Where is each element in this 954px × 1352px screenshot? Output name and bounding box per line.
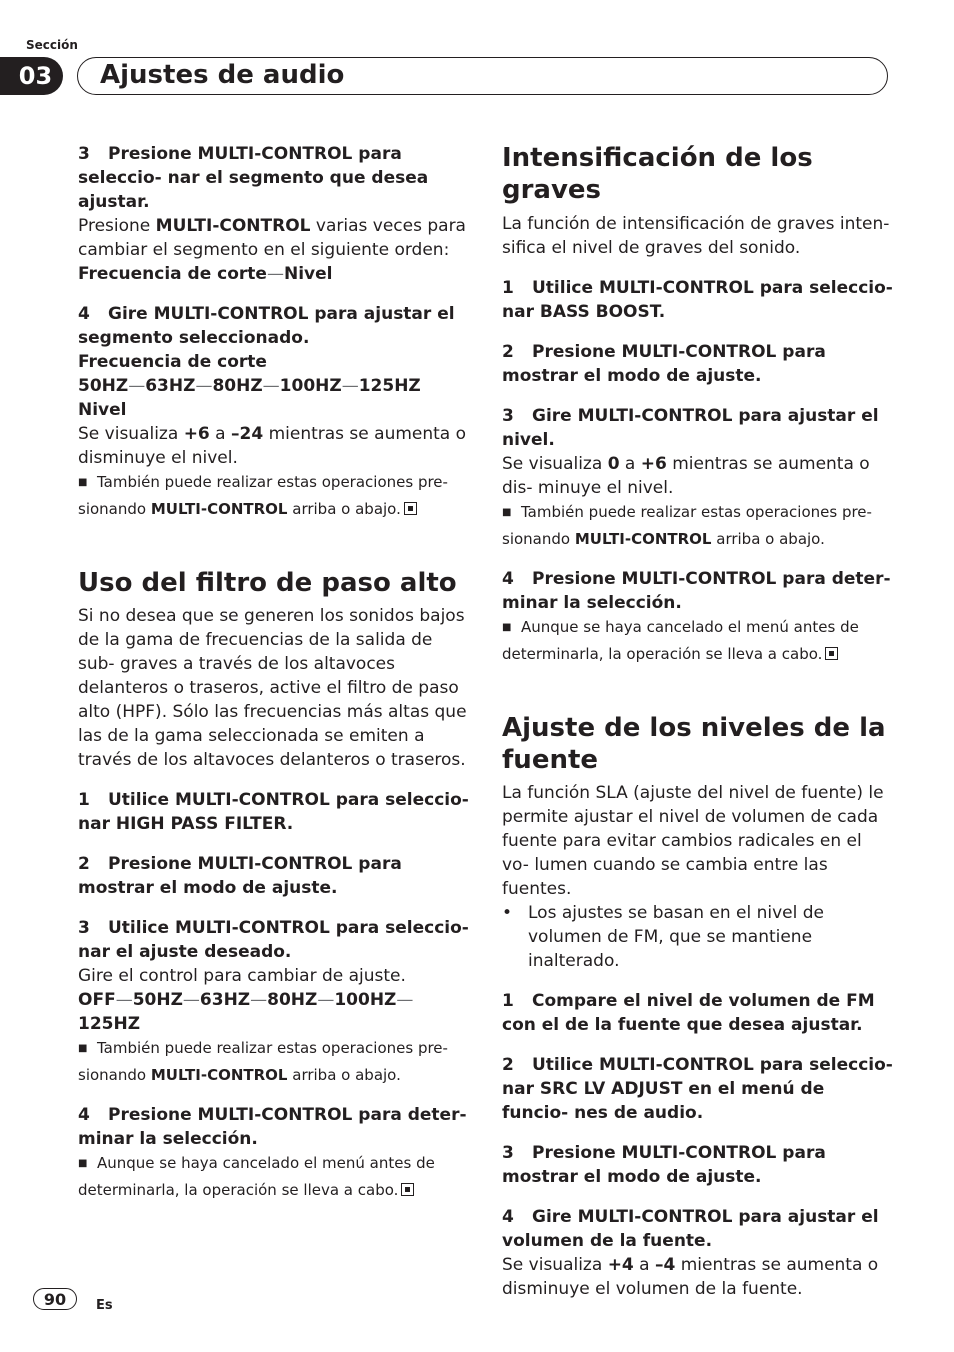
step-heading: 2 Presione MULTI-CONTROL para mostrar el modo de ajuste.: [502, 342, 826, 386]
note-square-icon: ■: [78, 477, 88, 488]
step-heading: 3 Presione MULTI-CONTROL para seleccio- nar el segmento que desea ajustar.: [78, 144, 429, 212]
section-heading: Intensificación de los graves: [502, 143, 813, 205]
note: ■ Aunque se haya cancelado el menú antes de determinarla, la operación se lleva a cabo.: [502, 618, 859, 663]
language-code: Es: [96, 1298, 113, 1313]
note: ■ Aunque se haya cancelado el menú antes de determinarla, la operación se lleva a cabo.: [78, 1154, 435, 1199]
left-column: [78, 142, 470, 1202]
sequence: Frecuencia de corte—Nivel: [78, 264, 333, 284]
subheading: Nivel: [78, 400, 127, 420]
note-square-icon: ■: [78, 1043, 88, 1054]
note-square-icon: ■: [502, 622, 512, 633]
step-heading: 3 Presione MULTI-CONTROL para mostrar el modo de ajuste.: [502, 1143, 826, 1187]
paragraph: Se visualiza +4 a –4 mientras se aumenta o disminuye el volumen de la fuente.: [502, 1255, 879, 1299]
step-heading: 2 Presione MULTI-CONTROL para mostrar el modo de ajuste.: [78, 854, 402, 898]
paragraph: La función de intensificación de graves inten- sifica el nivel de graves del sonido.: [502, 214, 890, 258]
note: ■ También puede realizar estas operaciones pre- sionando MULTI-CONTROL arriba o abajo.: [502, 503, 872, 548]
note-square-icon: ■: [78, 1158, 88, 1169]
paragraph: Se visualiza +6 a –24 mientras se aumenta o disminuye el nivel.: [78, 424, 467, 468]
note-square-icon: ■: [502, 507, 512, 518]
step-heading: 4 Gire MULTI-CONTROL para ajustar el volumen de la fuente.: [502, 1207, 879, 1251]
paragraph: Presione MULTI-CONTROL varias veces para cambiar el segmento en el siguiente orden:: [78, 216, 466, 260]
bullet-dot-icon: •: [502, 903, 513, 923]
end-mark-icon: [404, 502, 417, 515]
end-mark-icon: [401, 1183, 414, 1196]
right-column: [502, 142, 894, 1301]
paragraph: Gire el control para cambiar de ajuste.: [78, 966, 406, 986]
section-heading: Ajuste de los niveles de la fuente: [502, 713, 886, 775]
bullet-item: • Los ajustes se basan en el nivel de volumen de FM, que se mantiene inalterado.: [502, 903, 824, 971]
setting-sequence: OFF—50HZ—63HZ—80HZ—100HZ—125HZ: [78, 990, 414, 1034]
chapter-title: Ajustes de audio: [100, 60, 345, 90]
step-heading: 1 Utilice MULTI-CONTROL para seleccio- nar HIGH PASS FILTER.: [78, 790, 469, 834]
step-heading: 1 Compare el nivel de volumen de FM con el de la fuente que desea ajustar.: [502, 991, 875, 1035]
section-label: Sección: [26, 38, 78, 52]
paragraph: Se visualiza 0 a +6 mientras se aumenta o dis- minuye el nivel.: [502, 454, 870, 498]
note: ■ También puede realizar estas operaciones pre- sionando MULTI-CONTROL arriba o abajo.: [78, 1039, 448, 1084]
step-heading: 2 Utilice MULTI-CONTROL para seleccio- nar SRC LV ADJUST en el menú de funcio- nes de audio.: [502, 1055, 893, 1123]
step-heading: 3 Gire MULTI-CONTROL para ajustar el nivel.: [502, 406, 879, 450]
frequency-sequence: 50HZ—63HZ—80HZ—100HZ—125HZ: [78, 376, 421, 396]
step-heading: 3 Utilice MULTI-CONTROL para seleccio- nar el ajuste deseado.: [78, 918, 469, 962]
step-heading: 1 Utilice MULTI-CONTROL para seleccio- nar BASS BOOST.: [502, 278, 893, 322]
chapter-title-bar: [77, 57, 888, 95]
step-heading: 4 Presione MULTI-CONTROL para deter- minar la selección.: [78, 1105, 467, 1149]
paragraph: La función SLA (ajuste del nivel de fuente) le permite ajustar el nivel de volumen de cada fuente para evitar cambios radicales en el vo- lumen cuando se cambia entre las fuentes.: [502, 783, 884, 899]
paragraph: Si no desea que se generen los sonidos bajos de la gama de frecuencias de la salida de sub- graves a través de los altavoces delanteros o traseros, active el filtro de paso alto (HPF). Sólo las frecuencias más altas que las de la gama seleccionada se emiten a través de los altavoces delanteros o traseros.: [78, 606, 467, 770]
note: ■ También puede realizar estas operaciones pre- sionando MULTI-CONTROL arriba o abajo.: [78, 473, 448, 518]
subheading: Frecuencia de corte: [78, 352, 267, 372]
end-mark-icon: [825, 647, 838, 660]
section-number-badge: 03: [0, 57, 63, 95]
page-number: 90: [33, 1288, 77, 1310]
section-heading: Uso del filtro de paso alto: [78, 568, 457, 598]
step-heading: 4 Gire MULTI-CONTROL para ajustar el segmento seleccionado.: [78, 304, 455, 348]
step-heading: 4 Presione MULTI-CONTROL para deter- minar la selección.: [502, 569, 891, 613]
